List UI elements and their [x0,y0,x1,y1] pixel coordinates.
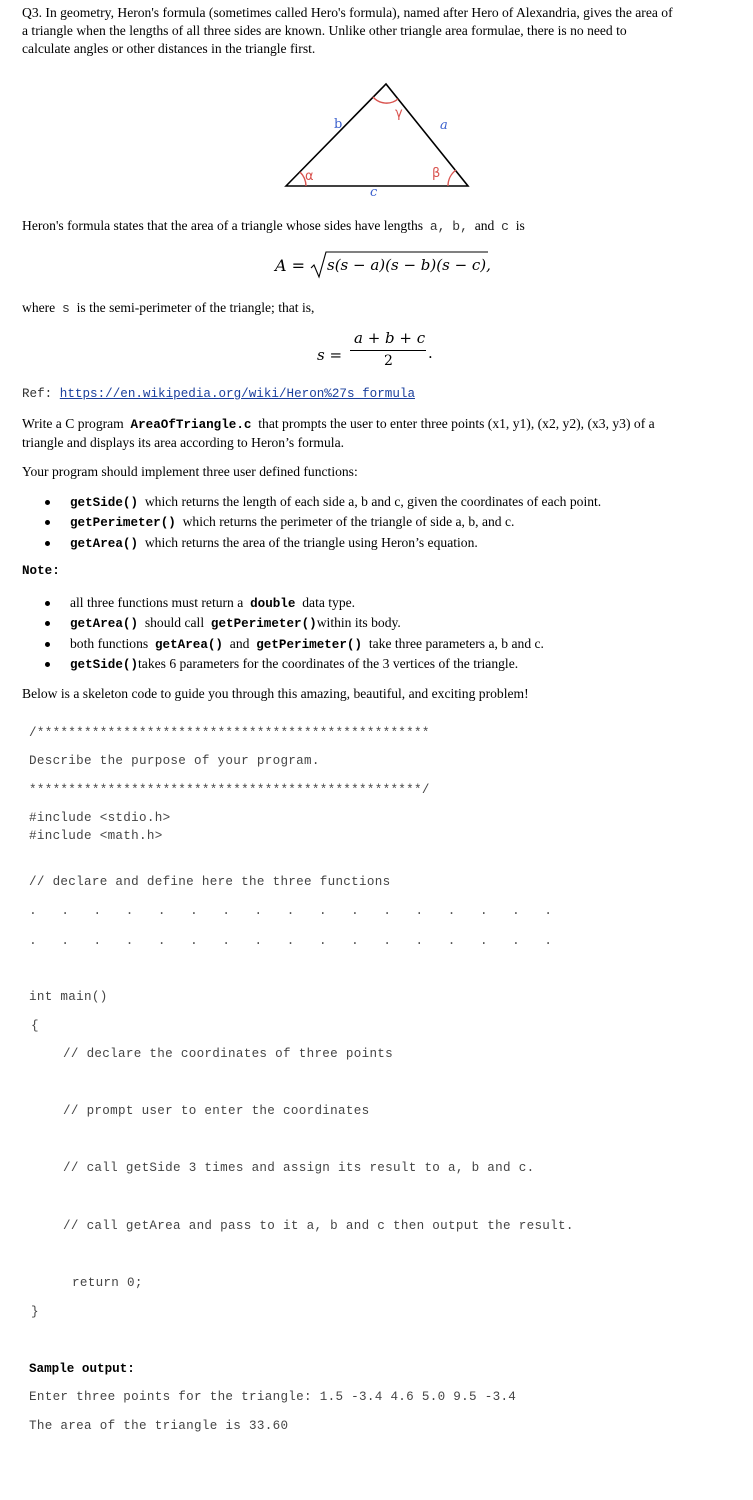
code-dots-1: . . . . . . . . . . . . . . . . . [29,903,561,918]
note-text: take three parameters a, b and c. [368,636,544,651]
note-code: getPerimeter() [256,638,363,652]
function-item-getarea [70,534,478,553]
function-item-getside [70,493,601,512]
bullet [45,621,50,626]
code-include-math: #include <math.h> [29,829,163,843]
angle-label-gamma: γ [395,106,403,121]
skeleton-intro: Below is a skeleton code to guide you through this amazing, beautiful, and exciting problem! [22,686,529,701]
task-pre: Write a C program [22,416,124,431]
code-brace-close: } [31,1305,39,1319]
code-comment-declare: // declare the coordinates of three points [63,1047,394,1061]
side-label-a: a [440,118,448,133]
code-comment-getside: // call getSide 3 times and assign its result to a, b and c. [63,1161,535,1175]
where-line [22,299,314,318]
function-name: getPerimeter() [70,516,176,530]
ref-link[interactable]: https://en.wikipedia.org/wiki/Heron%27s_formula [59,387,415,401]
note-code: getArea() [70,617,139,631]
code-describe: Describe the purpose of your program. [29,754,320,768]
code-comment-getarea: // call getArea and pass to it a, b and c then output the result. [63,1219,574,1233]
where-post-text: is the semi-perimeter of the triangle; that is, [76,300,315,315]
heron-statement [22,217,525,236]
program-name: AreaOfTriangle.c [130,418,252,432]
note-code: getPerimeter() [210,617,317,631]
function-desc: which returns the area of the triangle using Heron’s equation. [144,535,478,550]
bullet [45,541,50,546]
area-lhs-text: A = [275,256,306,275]
note-item-4 [70,655,518,674]
sample-output-label: Sample output: [29,1362,135,1376]
task-post: that prompts the user to enter three points (x1, y1), (x2, y2), (x3, y3) of a [258,416,655,431]
note-text: takes 6 parameters for the coordinates of the 3 vertices of the triangle. [138,656,519,671]
note-text: and [229,636,250,651]
note-item-2 [70,614,401,633]
function-desc: which returns the perimeter of the triangle of side a, b, and c. [182,514,515,529]
is-word: is [515,218,525,233]
note-text: data type. [302,595,356,610]
s-period: . [428,344,433,362]
note-text: should call [144,615,205,630]
code-main-signature: int main() [29,990,108,1004]
intro-line-3: calculate angles or other distances in the triangle first. [22,41,316,56]
bullet [45,662,50,667]
task-line-2: triangle and displays its area according to Heron’s formula. [22,435,344,450]
note-text: within its body. [316,615,401,630]
var-b: b, [452,219,468,234]
note-text: all three functions must return a [70,595,244,610]
note-text: both functions [70,636,149,651]
ref-label: Ref: [22,387,53,401]
code-dots-2: . . . . . . . . . . . . . . . . . [29,933,561,948]
note-item-3 [70,635,544,654]
sample-output-line-2: The area of the triangle is 33.60 [29,1419,289,1433]
area-radicand: s(s − a)(s − b)(s − c), [327,256,491,274]
functions-intro: Your program should implement three user defined functions: [22,464,358,479]
function-desc: which returns the length of each side a, b and c, given the coordinates of each point. [144,494,602,509]
task-line-1 [22,415,655,434]
bullet [45,500,50,505]
sample-output-line-1: Enter three points for the triangle: 1.5 -3.4 4.6 5.0 9.5 -3.4 [29,1390,517,1404]
side-label-b: b [334,117,343,132]
angle-beta-arc [448,170,456,186]
bullet [45,642,50,647]
fraction-bar [350,350,426,351]
var-c: c [501,219,509,234]
code-return: return 0; [72,1276,143,1290]
heron-statement-text: Heron's formula states that the area of a triangle whose sides have lengths [22,218,424,233]
s-numerator: a + b + c [354,329,426,347]
where-text: where [22,300,56,315]
function-name: getArea() [70,537,139,551]
code-declare-comment: // declare and define here the three functions [29,875,391,889]
note-item-1 [70,594,355,613]
side-label-c: c [370,185,378,200]
area-lhs [275,256,305,275]
s-denominator: 2 [384,353,393,369]
code-comment-open: /************************************************** [29,726,430,740]
note-code: getSide() [70,658,139,672]
bullet [45,601,50,606]
function-item-getperimeter [70,513,514,532]
angle-gamma-arc [373,97,398,103]
code-include-stdio: #include <stdio.h> [29,811,171,825]
note-code: double [250,597,296,611]
note-label: Note: [22,564,60,578]
code-comment-prompt: // prompt user to enter the coordinates [63,1104,370,1118]
ref-line [22,387,415,401]
s-lhs: s = [317,346,343,364]
function-name: getSide() [70,496,139,510]
code-brace-open: { [31,1019,39,1033]
angle-label-alpha: α [305,169,314,184]
angle-label-beta: β [432,166,441,181]
bullet [45,520,50,525]
code-comment-close: **************************************************/ [29,783,430,797]
var-a: a, [429,219,446,234]
note-code: getArea() [154,638,223,652]
intro-line-2: a triangle when the lengths of all three sides are known. Unlike other triangle area formulae, there is no need to [22,23,627,38]
intro-line-1: Q3. In geometry, Heron's formula (sometimes called Hero's formula), named after Hero of Alexandria, gives the area of [22,5,673,20]
var-s: s [62,301,70,316]
and-word: and [474,218,495,233]
